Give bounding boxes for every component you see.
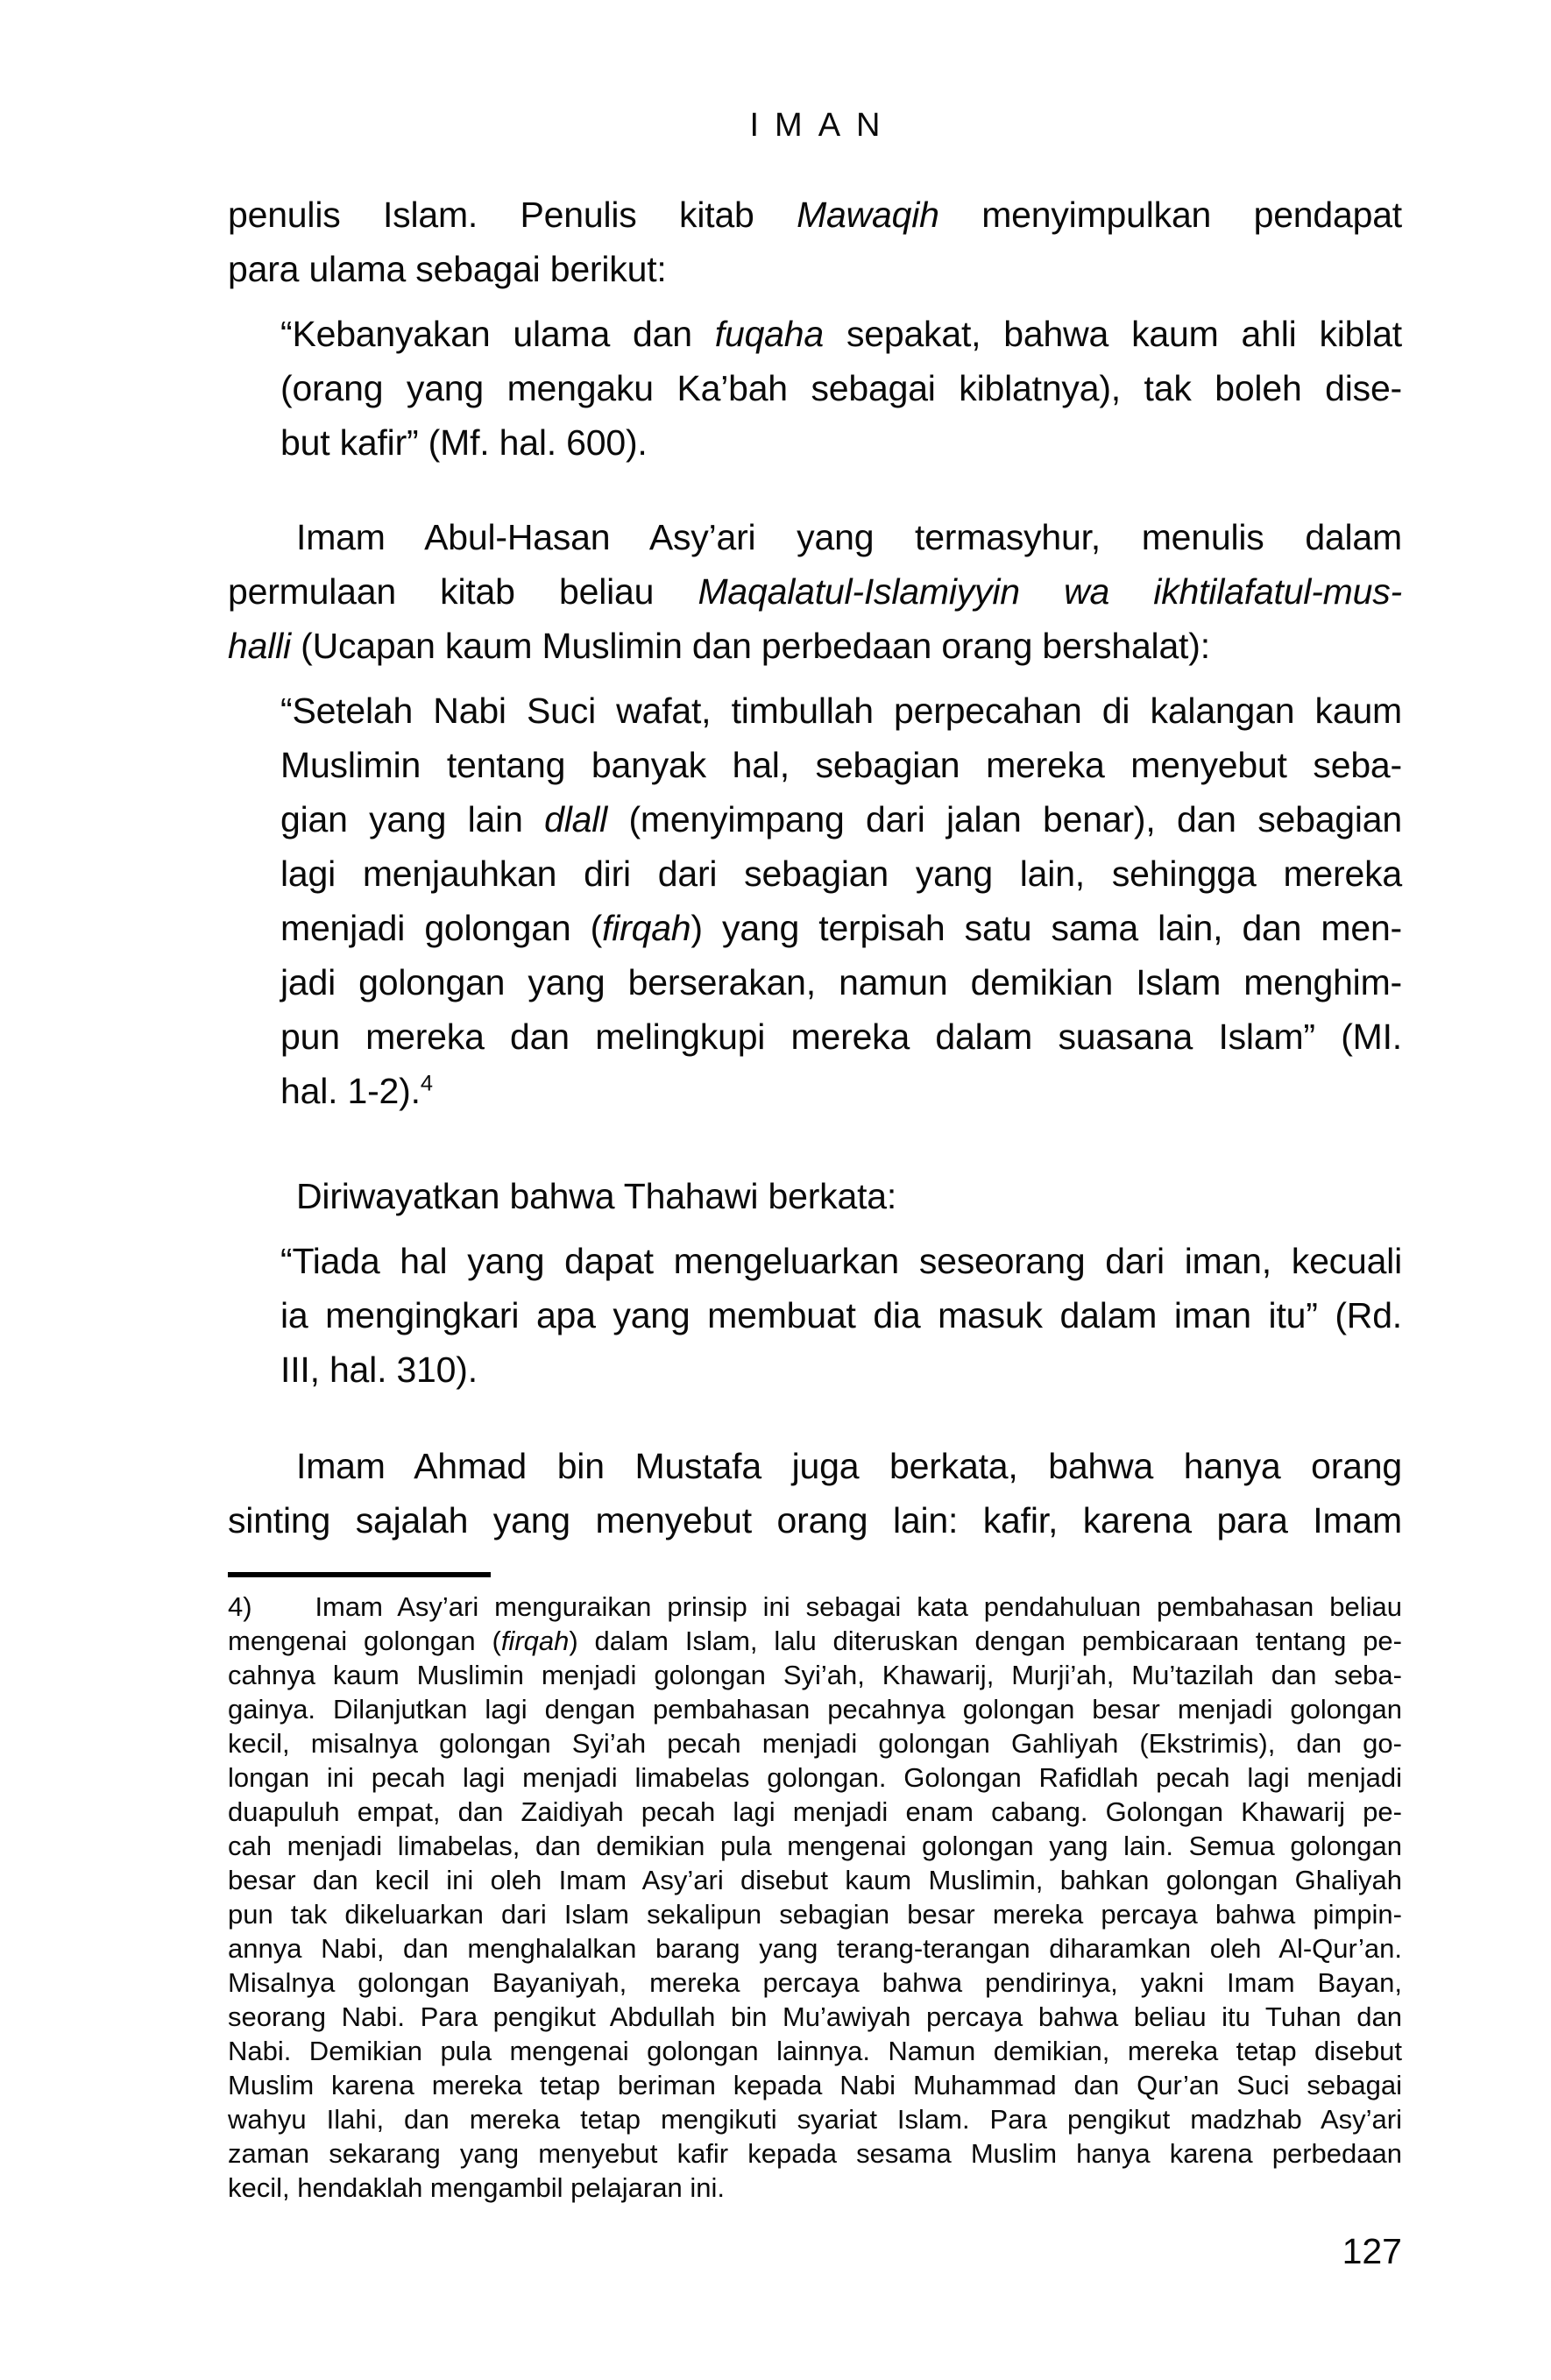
text-line: besar dan kecil ini oleh Imam Asy’ari disebut kaum Muslimin, bahkan golongan Ghaliyah bbox=[228, 1865, 1402, 1895]
text-line: Nabi. Demikian pula mengenai golongan lainnya. Namun demikian, mereka tetap disebut bbox=[228, 2036, 1402, 2066]
text-line: zaman sekarang yang menyebut kafir kepada sesama Muslim hanya karena perbedaan bbox=[228, 2138, 1402, 2169]
paragraph-continued bbox=[228, 188, 1402, 296]
text-line: duapuluh empat, dan Zaidiyah pecah lagi menjadi enam cabang. Golongan Khawarij pe- bbox=[228, 1796, 1402, 1827]
text-block bbox=[228, 188, 1402, 2205]
text-line: mengenai golongan (firqah) dalam Islam, lalu diteruskan dengan pembicaraan tentang pe- bbox=[228, 1626, 1402, 1656]
text-line: Misalnya golongan Bayaniyah, mereka percaya bahwa pendirinya, yakni Imam Bayan, bbox=[228, 1967, 1402, 1998]
text-line: (orang yang mengaku Ka’bah sebagai kiblatnya), tak boleh dise- bbox=[280, 368, 1402, 408]
text-line: III, hal. 310). bbox=[280, 1349, 478, 1390]
text-line: para ulama sebagai berikut: bbox=[228, 249, 667, 289]
text-line: kecil, hendaklah mengambil pelajaran ini. bbox=[228, 2172, 725, 2203]
paragraph-ahmad bbox=[228, 1439, 1402, 1548]
text-line: cah menjadi limabelas, dan demikian pula mengenai golongan yang lain. Semua golongan bbox=[228, 1831, 1402, 1861]
text-line: hal. 1-2).$^4$ bbox=[280, 1071, 433, 1111]
text-line: permulaan kitab beliau Maqalatul-Islamiyyin wa ikhtilafatul-mus- bbox=[228, 571, 1402, 612]
blockquote-mawaqih bbox=[280, 307, 1402, 470]
text-line: ia mengingkari apa yang membuat dia masuk dalam iman itu” (Rd. bbox=[280, 1295, 1402, 1335]
paragraph-asyari bbox=[228, 510, 1402, 673]
text-line: but kafir” (Mf. hal. 600). bbox=[280, 422, 648, 463]
text-line: annya Nabi, dan menghalalkan barang yang terang-terangan diharamkan oleh Al-Qur’an. bbox=[228, 1933, 1402, 1964]
text-line: Imam Abul-Hasan Asy’ari yang termasyhur, menulis dalam bbox=[296, 517, 1402, 557]
text-line: pun tak dikeluarkan dari Islam sekalipun sebagian besar mereka percaya bahwa pimpin- bbox=[228, 1899, 1402, 1930]
blockquote-thahawi bbox=[280, 1234, 1402, 1397]
text-line: wahyu Ilahi, dan mereka tetap mengikuti syariat Islam. Para pengikut madzhab Asy’ari bbox=[228, 2104, 1402, 2135]
blockquote-maqalat bbox=[280, 684, 1402, 1118]
page-number: 127 bbox=[1342, 2231, 1402, 2271]
text-line: Imam Ahmad bin Mustafa juga berkata, bahwa hanya orang bbox=[296, 1446, 1402, 1486]
text-line: jadi golongan yang berserakan, namun demikian Islam menghim- bbox=[280, 962, 1402, 1002]
text-line: longan ini pecah lagi menjadi limabelas golongan. Golongan Rafidlah pecah lagi menjadi bbox=[228, 1762, 1402, 1793]
text-line: 4) Imam Asy’ari menguraikan prinsip ini sebagai kata pendahuluan pembahasan beliau bbox=[228, 1591, 1402, 1622]
text-line: seorang Nabi. Para pengikut Abdullah bin Mu’awiyah percaya bahwa beliau itu Tuhan dan bbox=[228, 2001, 1402, 2032]
text-line: menjadi golongan (firqah) yang terpisah satu sama lain, dan men- bbox=[280, 908, 1403, 948]
text-line: pun mereka dan melingkupi mereka dalam suasana Islam” (MI. bbox=[280, 1016, 1402, 1057]
text-line: kecil, misalnya golongan Syi’ah pecah menjadi golongan Gahliyah (Ekstrimis), dan go- bbox=[228, 1728, 1402, 1759]
text-line: Diriwayatkan bahwa Thahawi berkata: bbox=[296, 1176, 897, 1216]
text-line: gainya. Dilanjutkan lagi dengan pembahasan pecahnya golongan besar menjadi golongan bbox=[228, 1694, 1402, 1725]
text-line: penulis Islam. Penulis kitab Mawaqih menyimpulkan pendapat bbox=[228, 195, 1402, 235]
text-line: Muslimin tentang banyak hal, sebagian mereka menyebut seba- bbox=[280, 745, 1402, 785]
footnote-reference-marker: 4 bbox=[420, 1071, 433, 1096]
running-header: IMAN bbox=[749, 107, 896, 144]
text-line: Muslim karena mereka tetap beriman kepada Nabi Muhammad dan Qur’an Suci sebagai bbox=[228, 2070, 1402, 2100]
text-line: “Kebanyakan ulama dan fuqaha sepakat, bahwa kaum ahli kiblat bbox=[280, 314, 1402, 354]
footnote-separator-rule bbox=[228, 1572, 491, 1577]
text-line: “Setelah Nabi Suci wafat, timbullah perpecahan di kalangan kaum bbox=[280, 691, 1402, 731]
text-line: “Tiada hal yang dapat mengeluarkan seseorang dari iman, kecuali bbox=[280, 1241, 1402, 1281]
footnote-4 bbox=[228, 1572, 1402, 2205]
text-line: halli (Ucapan kaum Muslimin dan perbedaan orang bershalat): bbox=[228, 626, 1210, 666]
text-line: lagi menjauhkan diri dari sebagian yang lain, sehingga mereka bbox=[280, 854, 1402, 894]
text-line: gian yang lain dlall (menyimpang dari jalan benar), dan sebagian bbox=[280, 799, 1403, 839]
text-line: sinting sajalah yang menyebut orang lain: kafir, karena para Imam bbox=[228, 1500, 1402, 1541]
text-line: cahnya kaum Muslimin menjadi golongan Syi’ah, Khawarij, Murji’ah, Mu’tazilah dan seba- bbox=[228, 1660, 1402, 1690]
paragraph-thahawi bbox=[228, 1169, 1402, 1223]
